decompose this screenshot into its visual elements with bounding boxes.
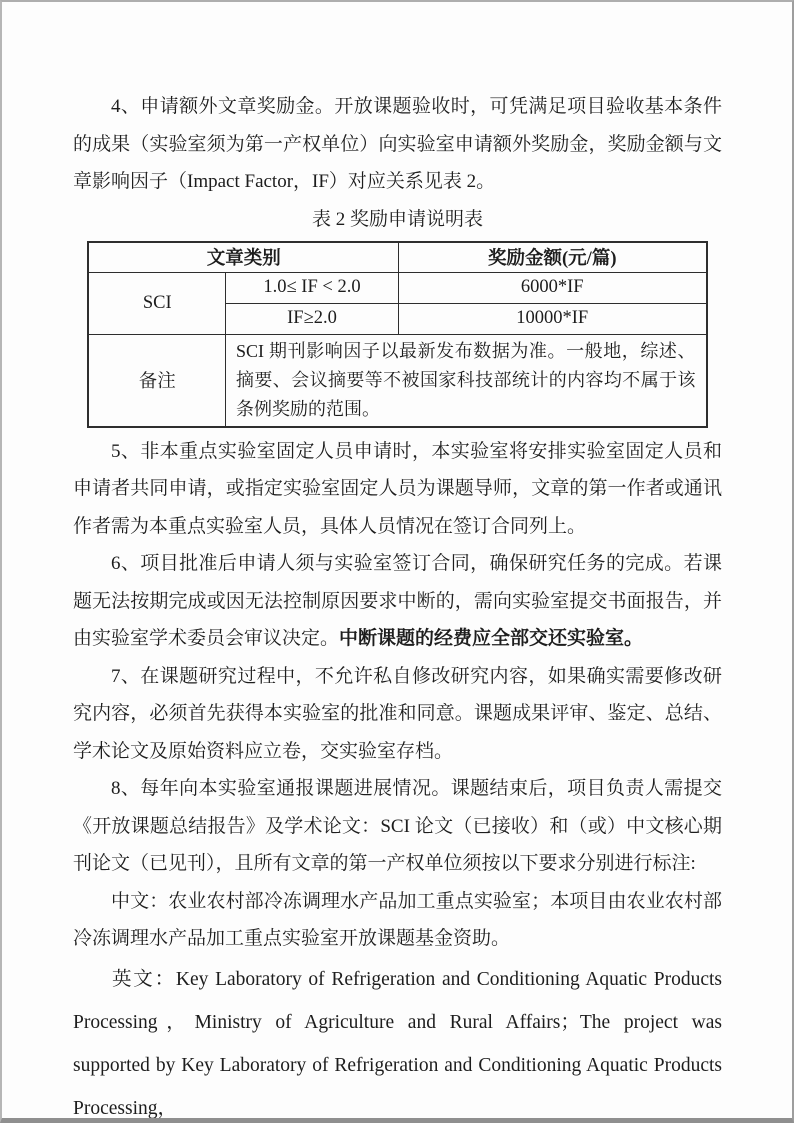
table-row-sci-1	[88, 272, 706, 303]
paragraph-6	[73, 545, 722, 658]
paragraph-4: 4、申请额外文章奖励金。开放课题验收时，可凭满足项目验收基本条件的成果（实验室须为第一产权单位）向实验室申请额外奖励金，奖励金额与文章影响因子（Impact Factor，IF）对应关系见表 2。	[73, 96, 722, 192]
reward-table	[87, 241, 707, 428]
table-header-category: 文章类别	[88, 242, 398, 273]
note-label: 备注	[88, 334, 225, 427]
sci-amount-2: 10000*IF	[399, 303, 707, 334]
paragraph-7: 7、在课题研究过程中，不允许私自修改研究内容，如果确实需要修改研究内容，必须首先获得本实验室的批准和同意。课题成果评审、鉴定、总结、学术论文及原始资料应立卷，交实验室存档。	[73, 665, 722, 762]
paragraph-8: 8、每年向本实验室通报课题进展情况。课题结束后，项目负责人需提交《开放课题总结报告》及学术论文：SCI 论文（已接收）和（或）中文核心期刊论文（已见刊），且所有文章的第一产权单位须按以下要求分别进行标注:	[73, 778, 722, 874]
table-row-note	[88, 334, 706, 427]
paragraph-6-bold-text: 中断课题的经费应全部交还实验室。	[339, 628, 644, 649]
sci-category-label: SCI	[88, 272, 225, 334]
note-text: SCI 期刊影响因子以最新发布数据为准。一般地，综述、摘要、会议摘要等不被国家科技部统计的内容均不属于该条例奖励的范围。	[225, 334, 706, 427]
sci-condition-2: IF≥2.0	[225, 303, 398, 334]
sci-condition-1: 1.0≤ IF < 2.0	[225, 272, 398, 303]
paragraph-english-attribution: 英文：Key Laboratory of Refrigeration and Conditioning Aquatic Products Processing，Ministry of Agriculture and Rural Affairs；The project was supported by Key Laboratory of Refrigeration and Conditioning Aquatic Products Processing，	[73, 968, 722, 1119]
paragraph-chinese-attribution: 中文：农业农村部冷冻调理水产品加工重点实验室；本项目由农业农村部冷冻调理水产品加工重点实验室开放课题基金资助。	[73, 890, 722, 949]
table-header-amount: 奖励金额(元/篇)	[399, 242, 707, 273]
paragraph-5: 5、非本重点实验室固定人员申请时，本实验室将安排实验室固定人员和申请者共同申请，或指定实验室固定人员为课题导师，文章的第一作者或通讯作者需为本重点实验室人员，具体人员情况在签订合同列上。	[73, 440, 722, 537]
sci-amount-1: 6000*IF	[399, 272, 707, 303]
table-caption: 表 2 奖励申请说明表	[311, 208, 483, 230]
table-header-row	[88, 242, 706, 273]
paragraph-6-text: 6、项目批准后申请人须与实验室签订合同，确保研究任务的完成。若课题无法按期完成或因无法控制原因要求中断的，需向实验室提交书面报告，并由实验室学术委员会审议决定。	[73, 553, 722, 649]
